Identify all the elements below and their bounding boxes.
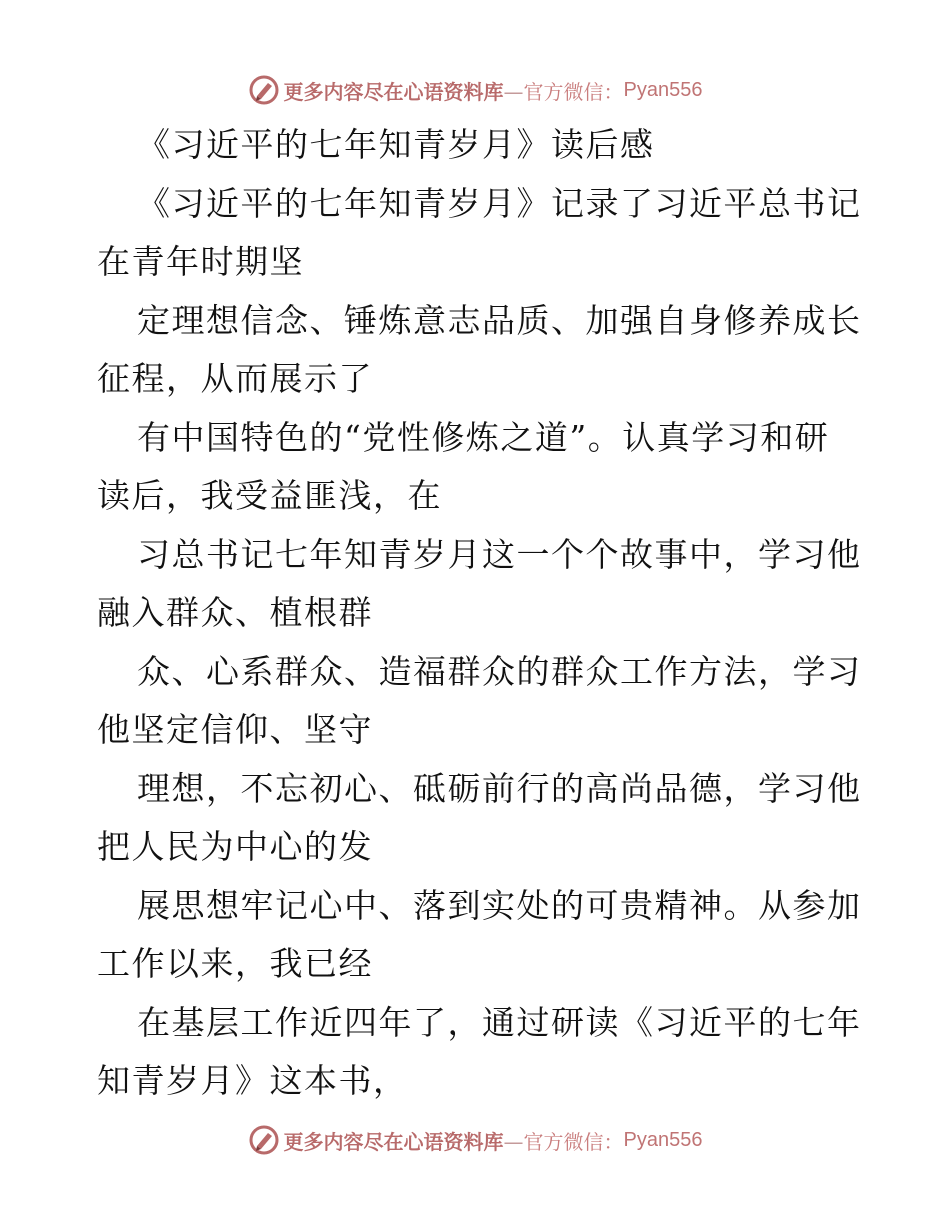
text-line: 把人民为中心的发 <box>97 827 373 866</box>
document-title: 《习近平的七年知青岁月》读后感 <box>137 125 655 164</box>
text-line: 理想，不忘初心、砥砺前行的高尚品德，学习他 <box>137 768 862 808</box>
banner-wechat-id: Pyan556 <box>623 78 703 101</box>
banner-dash: — <box>503 1129 524 1154</box>
text-line: 读后，我受益匪浅，在 <box>97 476 442 515</box>
banner-slogan: 更多内容尽在心语资料库 <box>283 79 504 104</box>
text-line: 众、心系群众、造福群众的群众工作方法，学习 <box>137 651 862 691</box>
text-line: 工作以来，我已经 <box>97 944 373 983</box>
text-line: 定理想信念、锤炼意志品质、加强自身修养成长 <box>137 300 862 340</box>
text-line: 融入群众、植根群 <box>97 593 373 632</box>
text-line: 习总书记七年知青岁月这一个个故事中，学习他 <box>137 534 862 574</box>
banner-wechat-label: 官方微信： <box>523 1129 624 1154</box>
text-line: 在青年时期坚 <box>97 242 304 281</box>
fountain-pen-logo-icon <box>248 74 280 106</box>
banner-slogan: 更多内容尽在心语资料库 <box>283 1129 504 1154</box>
text-line: 《习近平的七年知青岁月》记录了习近平总书记 <box>137 183 862 223</box>
text-line: 有中国特色的“党性修炼之道”。认真学习和研 <box>137 417 830 457</box>
text-line: 展思想牢记心中、落到实处的可贵精神。从参加 <box>137 885 862 925</box>
text-line: 在基层工作近四年了，通过研读《习近平的七年 <box>137 1002 862 1042</box>
document-body <box>97 116 862 1111</box>
text-line: 知青岁月》这本书， <box>97 1061 408 1100</box>
banner-wechat-id: Pyan556 <box>623 1128 703 1151</box>
banner-wechat-label: 官方微信： <box>523 79 624 104</box>
footer-banner <box>0 1120 950 1160</box>
text-line: 他坚定信仰、坚守 <box>97 710 373 749</box>
banner-dash: — <box>503 79 524 104</box>
text-line: 征程，从而展示了 <box>97 359 373 398</box>
header-banner <box>0 70 950 110</box>
fountain-pen-logo-icon <box>248 1124 280 1156</box>
